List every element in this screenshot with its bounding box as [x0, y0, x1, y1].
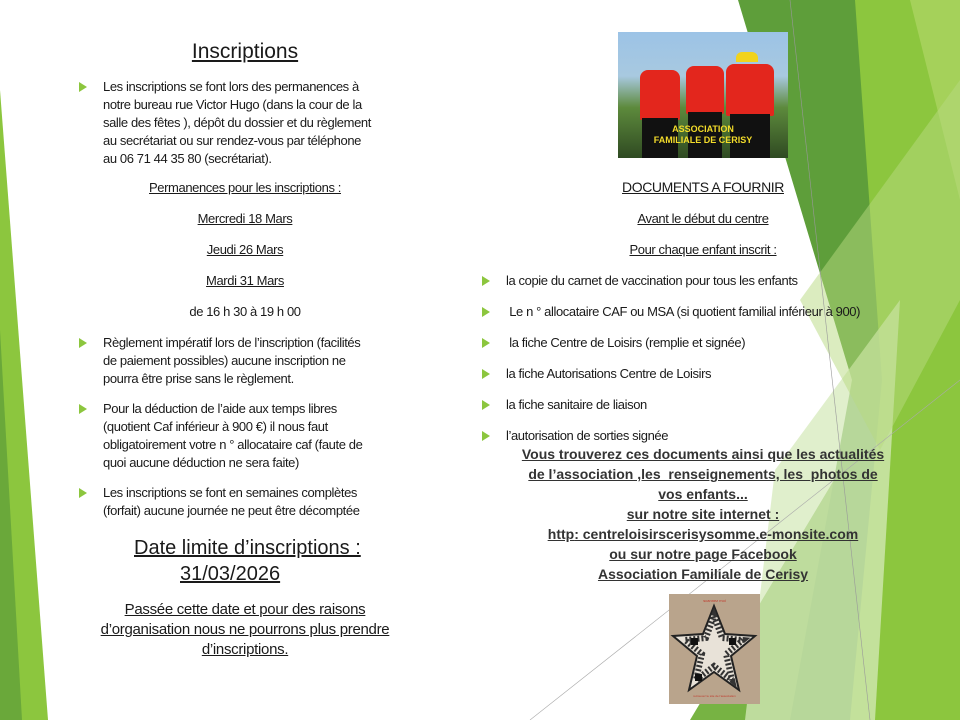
permanence-date: Jeudi 26 Mars	[206, 242, 284, 257]
text-line: Règlement impératif lors de l’inscription (facilités	[103, 335, 361, 350]
qr-bottom-text: retrouvez le site de l'association	[693, 694, 736, 698]
text-line: d’inscriptions.	[201, 641, 289, 658]
document-item-text: la copie du carnet de vaccination pour tous les enfants	[506, 273, 798, 288]
text-line: notre bureau rue Victor Hugo (dans la cour de la	[103, 97, 362, 112]
bullet-arrow-icon	[482, 431, 490, 441]
bullet-full-weeks	[79, 484, 443, 520]
text-line: au secrétariat ou sur rendez-vous par téléphone	[103, 133, 361, 148]
text-line: Vous trouverez ces documents ainsi que les actualités	[521, 446, 885, 462]
text-line: au 06 71 44 35 80 (secrétariat).	[103, 151, 272, 166]
text-line: de l’association ,les renseignements, les photos de	[528, 466, 878, 482]
inscriptions-title: Inscriptions	[191, 40, 299, 63]
bullet-arrow-icon	[482, 338, 490, 348]
text-line: Les inscriptions se font lors des permanences à	[103, 79, 359, 94]
document-item	[482, 303, 960, 321]
bullet-payment	[79, 334, 443, 388]
facebook-label: ou sur notre page Facebook	[609, 546, 797, 562]
website-link-url[interactable]: : centreloisirscerisysomme.e-monsite.com	[574, 526, 859, 542]
text-line: de paiement possibles) aucune inscription ne	[103, 353, 346, 368]
document-item-text: la fiche sanitaire de liaison	[506, 397, 647, 412]
bullet-arrow-icon	[79, 82, 87, 92]
facebook-page-link[interactable]: Association Familiale de Cerisy	[597, 566, 809, 582]
document-item	[482, 365, 960, 383]
text-line: sur notre site internet :	[626, 506, 780, 522]
photo-caption: ASSOCIATION	[672, 124, 734, 134]
deadline-date: 31/03/2026	[180, 563, 281, 585]
document-item-text: la fiche Autorisations Centre de Loisirs	[506, 366, 712, 381]
document-item	[482, 396, 960, 414]
document-item	[482, 334, 960, 352]
text-line: vos enfants...	[658, 486, 748, 502]
documents-title: DOCUMENTS A FOURNIR	[622, 179, 784, 195]
qr-top-text: scannez moi	[703, 598, 726, 603]
permanence-hours: de 16 h 30 à 19 h 00	[189, 304, 301, 319]
bullet-arrow-icon	[79, 338, 87, 348]
text-line: (quotient Caf inférieur à 900 €) il nous faut	[103, 419, 328, 434]
text-line: Les inscriptions se font en semaines complètes	[103, 485, 358, 500]
permanence-date: Mercredi 18 Mars	[197, 211, 293, 226]
document-item-text: l’autorisation de sorties signée	[506, 428, 669, 443]
deadline-label: Date limite d’inscriptions :	[134, 537, 361, 559]
text-line: pourra être prise sans le règlement.	[103, 371, 294, 386]
text-line: Passée cette date et pour des raisons	[124, 601, 366, 618]
document-item	[482, 272, 960, 290]
bullet-arrow-icon	[79, 488, 87, 498]
website-info	[468, 444, 938, 584]
bullet-arrow-icon	[482, 307, 490, 317]
qr-code-star-image	[669, 594, 760, 704]
bullet-arrow-icon	[482, 400, 490, 410]
star-qr-icon	[669, 594, 760, 704]
documents-subtitle-each-child: Pour chaque enfant inscrit :	[629, 242, 777, 257]
documents-subtitle-before-start: Avant le début du centre	[637, 211, 769, 226]
photo-caption: FAMILIALE DE CERISY	[653, 135, 753, 145]
document-item	[482, 427, 960, 445]
website-link[interactable]	[468, 524, 938, 544]
deadline-warning	[70, 600, 420, 660]
bullet-arrow-icon	[79, 404, 87, 414]
text-line: d’organisation nous ne pourrons plus prendre	[100, 621, 390, 638]
document-item-text: Le n ° allocataire CAF ou MSA (si quotient familial inférieur à 900)	[506, 304, 861, 319]
bullet-caf-deduction	[79, 400, 443, 472]
website-link-prefix[interactable]: http	[547, 526, 575, 542]
bullet-inscriptions-info	[79, 78, 443, 168]
document-item-text: la fiche Centre de Loisirs (remplie et signée)	[506, 335, 746, 350]
text-line: obligatoirement votre n ° allocataire caf (faute de	[103, 437, 363, 452]
text-line: quoi aucune déduction ne sera faite)	[103, 455, 299, 470]
bullet-arrow-icon	[482, 369, 490, 379]
text-line: salle des fêtes ), dépôt du dossier et du règlement	[103, 115, 371, 130]
text-line: Pour la déduction de l’aide aux temps libres	[103, 401, 337, 416]
association-photo	[618, 32, 788, 158]
text-line: (forfait) aucune journée ne peut être décomptée	[103, 503, 360, 518]
permanences-label: Permanences pour les inscriptions :	[149, 180, 341, 195]
bullet-arrow-icon	[482, 276, 490, 286]
permanence-date: Mardi 31 Mars	[206, 273, 284, 288]
